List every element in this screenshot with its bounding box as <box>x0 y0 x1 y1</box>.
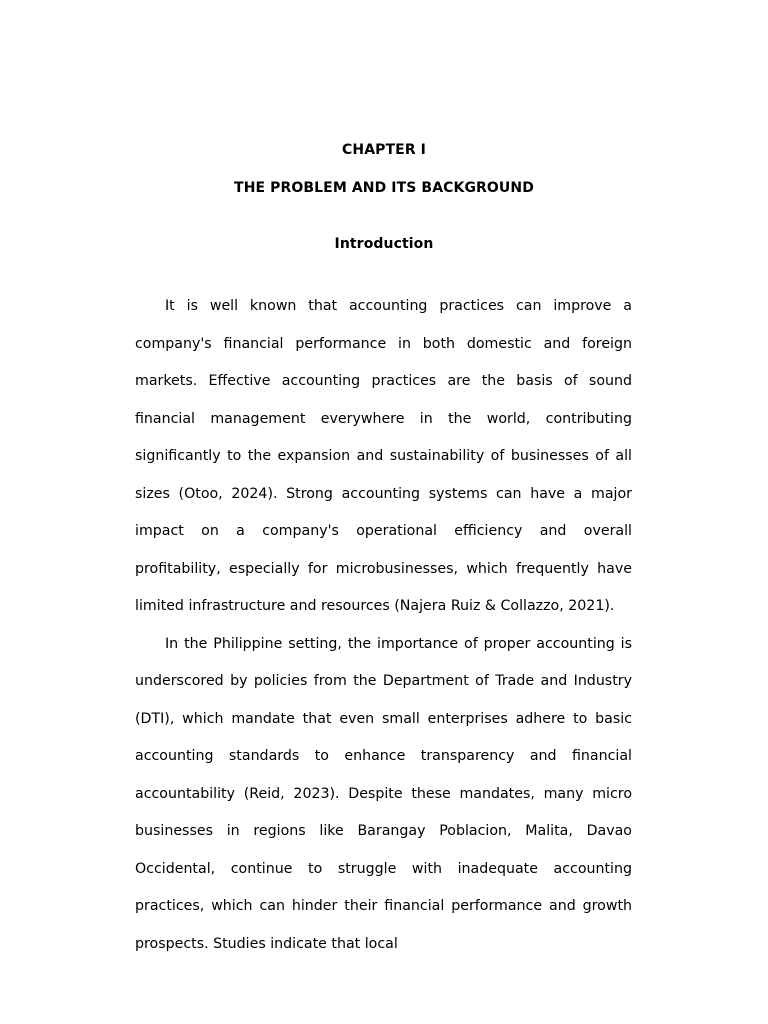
section-title: Introduction <box>334 236 434 252</box>
paragraph-2: In the Philippine setting, the importance of proper accounting is underscored by policies from the Department of Trade and Industry (DTI), which mandate that even small enterprises adhere to basic accounting standards to enhance transparency and financial accountability (Reid, 2023). Despite these mandates, many micro businesses in regions like Barangay Poblacion, Malita, Davao Occidental, continue to struggle with inadequate accounting practices, which can hinder their financial performance and growth prospects. Studies indicate that local <box>135 635 632 952</box>
chapter-label: CHAPTER I <box>342 142 426 158</box>
chapter-title: THE PROBLEM AND ITS BACKGROUND <box>234 180 534 196</box>
paragraph-1: It is well known that accounting practices can improve a company's financial performance in both domestic and foreign markets. Effective accounting practices are the basis of sound financial management everywhere in the world, contributing significantly to the expansion and sustainability of businesses of all sizes (Otoo, 2024). Strong accounting systems can have a major impact on a company's operational efficiency and overall profitability, especially for microbusinesses, which frequently have limited infrastructure and resources (Najera Ruiz & Collazzo, 2021). <box>135 298 632 614</box>
body-text <box>135 288 632 963</box>
